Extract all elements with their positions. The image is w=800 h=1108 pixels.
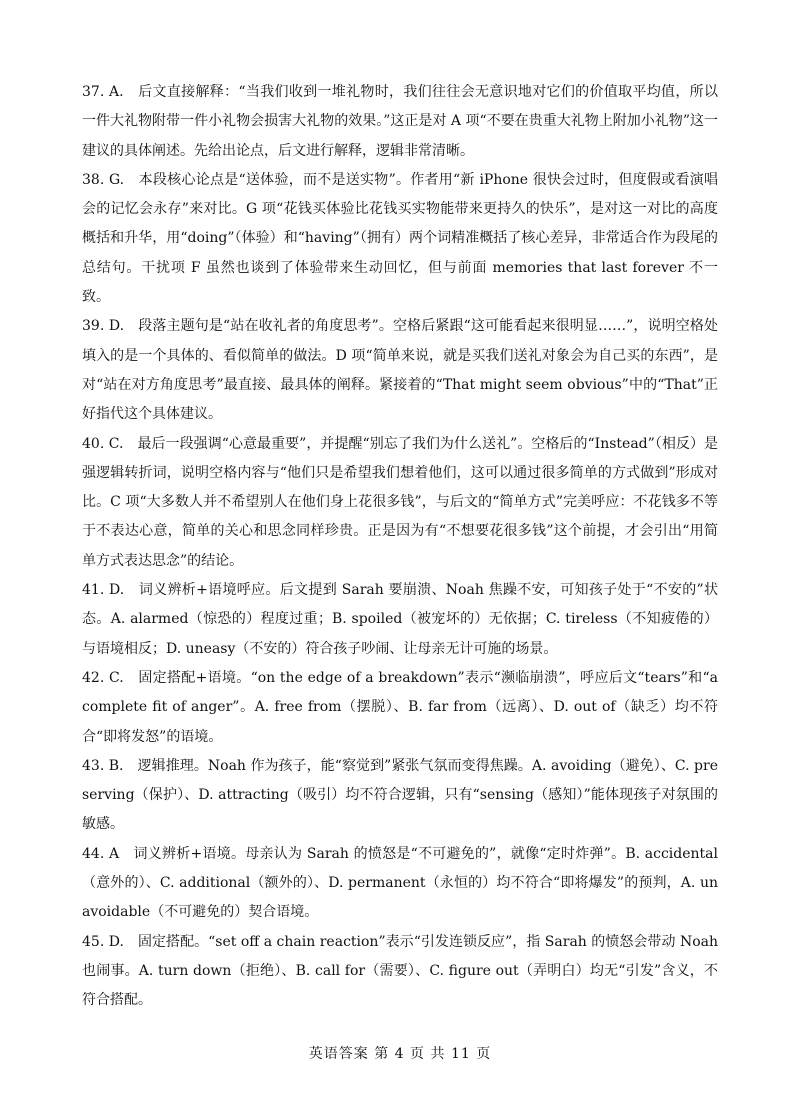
answer-42: 42. C. 固定搭配+语境。“on the edge of a breakdown”表示“濒临崩溃”，呼应后文“tears”和“a complete fit of anger”。A. free from（摆脱）、B. far from（远离）、D. out of（缺乏）均不符合“即将发怒”的语境。	[82, 669, 718, 745]
answer-41: 41. D. 词义辨析+语境呼应。后文提到 Sarah 要崩溃、Noah 焦躁不安，可知孩子处于“不安的”状态。A. alarmed（惊恐的）程度过重；B. spoiled（被宠坏的）无依据；C. tireless（不知疲倦的）与语境相反；D. uneasy（不安的）符合孩子吵闹、让母亲无计可施的场景。	[82, 582, 718, 657]
answer-37: 37. A. 后文直接解释：“当我们收到一堆礼物时，我们往往会无意识地对它们的价值取平均值，所以一件大礼物附带一件小礼物会损害大礼物的效果。”这正是对 A 项“不要在贵重大礼物上附加小礼物”这一建议的具体阐述。先给出论点，后文进行解释，逻辑非常清晰。	[82, 84, 718, 159]
answer-list	[82, 78, 718, 1016]
answer-45: 45. D. 固定搭配。“set off a chain reaction”表示“引发连锁反应”，指 Sarah 的愤怒会带动 Noah 也闹事。A. turn down（拒绝）、B. call for（需要）、C. figure out（弄明白）均无“引发”含义，不符合搭配。	[82, 933, 718, 1009]
page-footer: 英语答案 第 4 页 共 11 页	[308, 1046, 492, 1062]
answer-38: 38. G. 本段核心论点是“送体验，而不是送实物”。作者用“新 iPhone 很快会过时，但度假或看演唱会的记忆会永存”来对比。G 项“花钱买体验比花钱买实物能带来更持久的快乐”，是对这一对比的高度概括和升华，用“doing”（体验）和“having”（拥有）两个词精准概括了核心差异，非常适合作为段尾的总结句。干扰项 F 虽然也谈到了体验带来生动回忆，但与前面 memories that last forever 不一致。	[82, 171, 718, 306]
answer-43: 43. B. 逻辑推理。Noah 作为孩子，能“察觉到”紧张气氛而变得焦躁。A. avoiding（避免）、C. preserving（保护）、D. attracting（吸引）均不符合逻辑，只有“sensing（感知）”能体现孩子对氛围的敏感。	[82, 757, 718, 833]
answer-40: 40. C. 最后一段强调“心意最重要”，并提醒“别忘了我们为什么送礼”。空格后的“Instead”（相反）是强逻辑转折词，说明空格内容与“他们只是希望我们想着他们，这可以通过很多简单的方式做到”形成对比。C 项“大多数人并不希望别人在他们身上花很多钱”，与后文的“简单方式”完美呼应：不花钱多不等于不表达心意，简单的关心和思念同样珍贵。正是因为有“不想要花很多钱”这个前提，才会引出“用简单方式表达思念”的结论。	[82, 435, 718, 569]
answer-44: 44. A 词义辨析+语境。母亲认为 Sarah 的愤怒是“不可避免的”，就像“定时炸弹”。B. accidental（意外的）、C. additional（额外的）、D. permanent（永恒的）均不符合“即将爆发”的预判，A. unavoidable（不可避免的）契合语境。	[82, 845, 718, 921]
answer-39: 39. D. 段落主题句是“站在收礼者的角度思考”。空格后紧跟“这可能看起来很明显……”，说明空格处填入的是一个具体的、看似简单的做法。D 项“简单来说，就是买我们送礼对象会为自己买的东西”，是对“站在对方角度思考”最直接、最具体的阐释。紧接着的“That might seem obvious”中的“That”正好指代这个具体建议。	[82, 318, 718, 423]
